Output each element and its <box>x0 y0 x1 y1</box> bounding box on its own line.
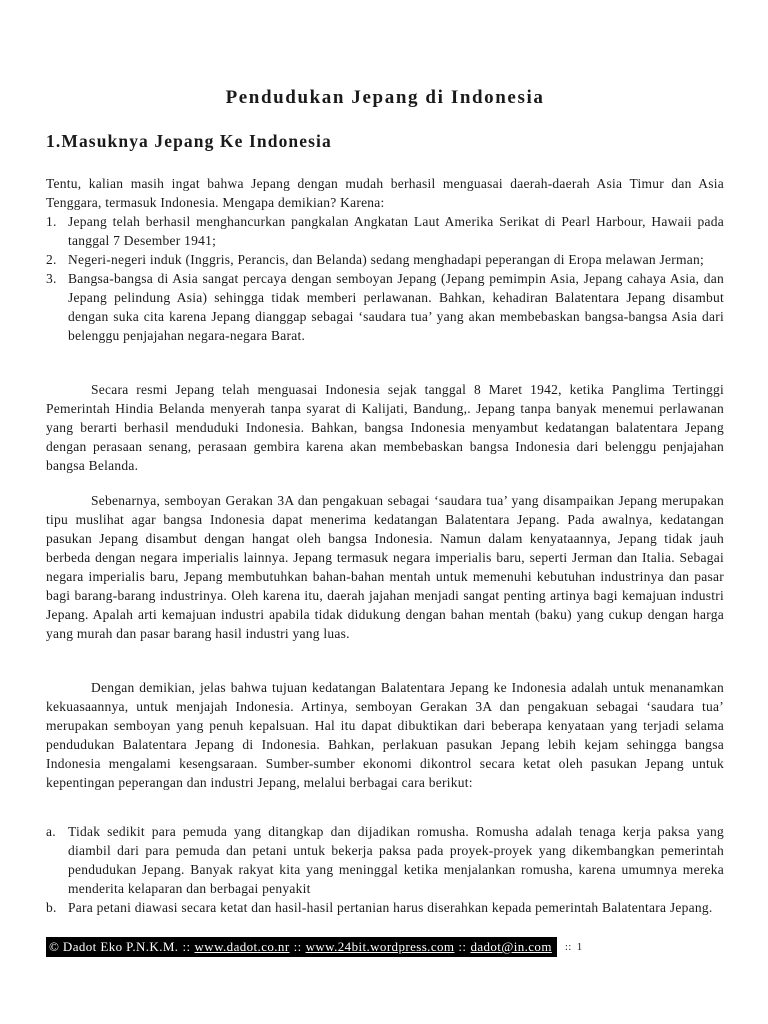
page-number <box>565 941 583 953</box>
document-title: Pendudukan Jepang di Indonesia <box>225 87 545 108</box>
footer-separator: :: <box>458 939 467 954</box>
section-heading: 1.Masuknya Jepang Ke Indonesia <box>46 131 332 151</box>
footer-separator: :: <box>182 939 191 954</box>
list-item-text: Para petani diawasi secara ketat dan hasil-hasil pertanian harus diserahkan kepada pemerintah Balatentara Jepang. <box>68 900 713 915</box>
list-item <box>46 250 724 269</box>
list-marker: 1. <box>46 214 57 229</box>
list-item <box>46 212 724 250</box>
page-footer <box>46 937 583 957</box>
footer-separator: :: <box>564 941 572 953</box>
list-item <box>46 269 724 345</box>
list-marker: b. <box>46 900 57 915</box>
page-number-value: 1 <box>576 941 583 953</box>
list-marker: 3. <box>46 271 57 286</box>
methods-list <box>46 822 724 917</box>
list-item <box>46 822 724 898</box>
footer-link-dadot[interactable]: www.dadot.co.nr <box>194 939 290 954</box>
list-item-text: Tidak sedikit para pemuda yang ditangkap dan dijadikan romusha. Romusha adalah tenaga kerja paksa yang diambil dari para pemuda dan petani untuk bekerja paksa pada proyek-proyek yang dikembangkan pemerintah pendudukan Jepang. Banyak rakyat kita yang meninggal ketika menjalankan romusha, karena umumnya mereka menderita kelaparan dan berbagai penyakit <box>68 824 724 896</box>
footer-email-link[interactable]: dadot@in.com <box>470 939 552 954</box>
body-paragraph: Sebenarnya, semboyan Gerakan 3A dan pengakuan sebagai ‘saudara tua’ yang disampaikan Jepang merupakan tipu muslihat agar bangsa Indonesia dapat menerima kedatangan Balatentara Jepang. Pada awalnya, kedatangan pasukan Jepang disambut dengan hangat oleh bangsa Indonesia. Namun dalam kenyataannya, Jepang tidak jauh berbeda dengan negara imperialis lainnya. Jepang termasuk negara imperialis baru, seperti Jerman dan Italia. Sebagai negara imperialis baru, Jepang membutuhkan bahan-bahan mentah untuk memenuhi kebutuhan industrinya dan pasar bagi barang-barang industrinya. Oleh karena itu, daerah jajahan menjadi sangat penting artinya bagi kemajuan industri Jepang. Apalah arti kemajuan industri apabila tidak didukung dengan bahan mentah (baku) yang cukup dengan harga yang murah dan pasar barang hasil industri yang luas. <box>46 493 724 641</box>
intro-paragraph: Tentu, kalian masih ingat bahwa Jepang dengan mudah berhasil menguasai daerah-daerah Asia Timur dan Asia Tenggara, termasuk Indonesia. Mengapa demikian? Karena: <box>46 176 724 210</box>
list-item-text: Jepang telah berhasil menghancurkan pangkalan Angkatan Laut Amerika Serikat di Pearl Harbour, Hawaii pada tanggal 7 Desember 1941; <box>68 214 724 248</box>
footer-band <box>46 937 557 957</box>
footer-separator: :: <box>293 939 302 954</box>
list-item-text: Negeri-negeri induk (Inggris, Perancis, dan Belanda) sedang menghadapi peperangan di Eropa melawan Jerman; <box>68 252 705 267</box>
list-marker: 2. <box>46 252 57 267</box>
body-paragraph: Secara resmi Jepang telah menguasai Indonesia sejak tanggal 8 Maret 1942, ketika Panglima Tertinggi Pemerintah Hindia Belanda menyerah tanpa syarat di Kalijati, Bandung,. Jepang tanpa banyak menemui perlawanan yang berarti berhasil menduduki Indonesia. Bahkan, bangsa Indonesia menyambut kedatangan balatentara Jepang dengan perasaan senang, perasaan gembira karena akan membebaskan bangsa Indonesia dari belenggu penjajahan bangsa Belanda. <box>46 382 724 473</box>
list-marker: a. <box>46 824 56 839</box>
list-item-text: Bangsa-bangsa di Asia sangat percaya dengan semboyan Jepang (Jepang pemimpin Asia, Jepang cahaya Asia, dan Jepang pelindung Asia) sehingga tidak memberi perlawanan. Bahkan, kehadiran Balatentara Jepang disambut dengan suka cita karena Jepang dianggap sebagai ‘saudara tua’ yang akan membebaskan bangsa-bangsa Asia dari belenggu penjajahan negara-negara Barat. <box>68 271 724 343</box>
reasons-list <box>46 212 724 345</box>
list-item <box>46 898 724 917</box>
footer-link-wordpress[interactable]: www.24bit.wordpress.com <box>305 939 455 954</box>
body-paragraph: Dengan demikian, jelas bahwa tujuan kedatangan Balatentara Jepang ke Indonesia adalah untuk menanamkan kekuasaannya, untuk menjajah Indonesia. Artinya, semboyan Gerakan 3A dan pengakuan sebagai ‘saudara tua’ merupakan semboyan yang penuh kepalsuan. Hal itu dapat dibuktikan dari beberapa kenyataan yang terjadi selama pendudukan Balatentara Jepang di Indonesia. Bahkan, perlakuan pasukan Jepang lebih kejam sehingga bangsa Indonesia mengalami kesengsaraan. Sumber-sumber ekonomi dikontrol secara ketat oleh pasukan Jepang untuk kepentingan peperangan dan industri Jepang, melalui berbagai cara berikut: <box>46 680 724 790</box>
footer-author: © Dadot Eko P.N.K.M. <box>49 939 179 954</box>
